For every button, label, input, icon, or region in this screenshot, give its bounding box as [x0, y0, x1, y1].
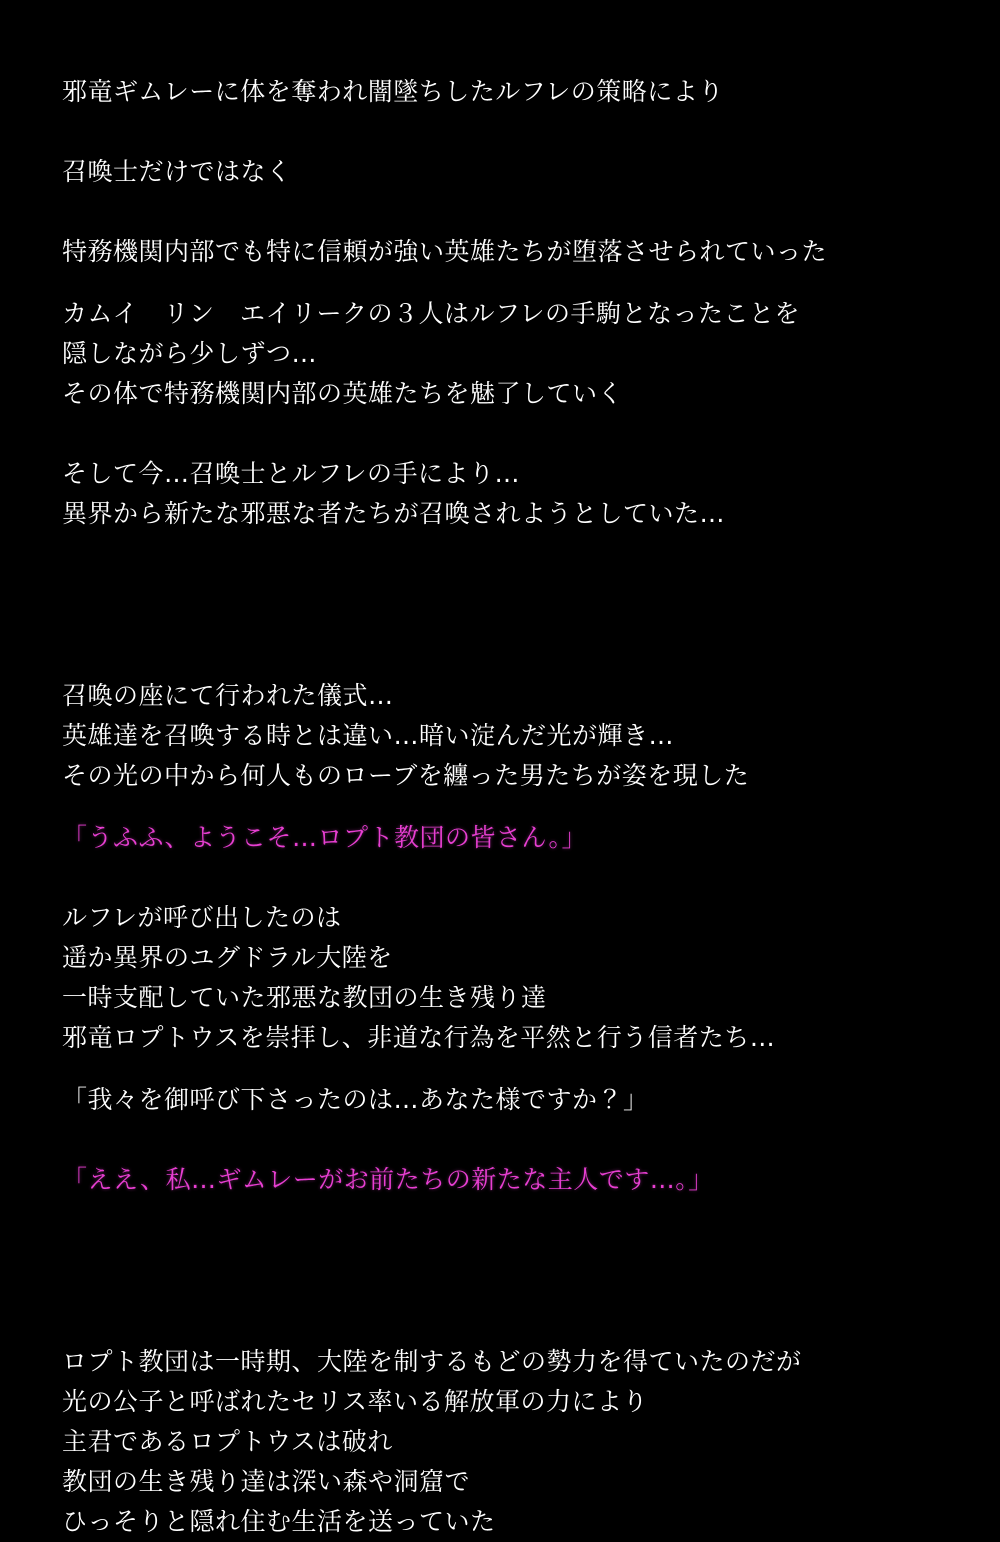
story-line: ルフレが呼び出したのは	[62, 903, 342, 932]
text-block-ritual	[62, 676, 940, 796]
story-line: 教団の生き残り達は深い森や洞窟で	[62, 1467, 471, 1496]
story-line: そして今…召喚士とルフレの手により…	[62, 459, 521, 488]
story-line: ロプト教団は一時期、大陸を制するもどの勢力を得ていたのだが	[62, 1347, 802, 1376]
spacer	[62, 1320, 940, 1342]
spacer	[62, 1058, 940, 1080]
text-block-intro3	[62, 232, 940, 272]
dialogue-line: 「ええ、私…ギムレーがお前たちの新たな主人です…。」	[62, 1165, 714, 1194]
story-line: 召喚士だけではなく	[62, 157, 292, 186]
spacer	[62, 858, 940, 898]
spacer	[62, 796, 940, 818]
text-block-intro2	[62, 152, 940, 192]
story-line: 一時支配していた邪悪な教団の生き残り達	[62, 983, 547, 1012]
story-line: 遥か異界のユグドラル大陸を	[62, 943, 393, 972]
spacer	[62, 272, 940, 294]
dialogue-line: 「うふふ、ようこそ…ロプト教団の皆さん。」	[62, 823, 588, 852]
dialogue-welcome	[62, 818, 940, 858]
story-line: 邪竜ロプトウスを崇拝し、非道な行為を平然と行う信者たち…	[62, 1023, 776, 1052]
story-line: 邪竜ギムレーに体を奪われ闇墜ちしたルフレの策略により	[62, 77, 724, 106]
story-line: その体で特務機関内部の英雄たちを魅了していく	[62, 379, 624, 408]
text-block-summoned-who	[62, 898, 940, 1058]
story-line: カムイ リン エイリークの３人はルフレの手駒となったことを	[62, 299, 801, 328]
story-line: 英雄達を召喚する時とは違い…暗い淀んだ光が輝き…	[62, 721, 675, 750]
story-line: 特務機関内部でも特に信頼が強い英雄たちが堕落させられていった	[62, 237, 828, 266]
story-line: ひっそりと隠れ住む生活を送っていた	[62, 1507, 496, 1536]
story-line: 召喚の座にて行われた儀式…	[62, 681, 394, 710]
text-block-now	[62, 454, 940, 534]
dialogue-question	[62, 1080, 940, 1120]
dialogue-master	[62, 1160, 940, 1200]
story-line: 主君であるロプトウスは破れ	[62, 1427, 393, 1456]
dialogue-line: 「我々を御呼び下さったのは…あなた様ですか？」	[62, 1085, 649, 1114]
spacer	[62, 654, 940, 676]
spacer	[62, 534, 940, 654]
spacer	[62, 112, 940, 152]
spacer	[62, 414, 940, 454]
text-block-intro	[62, 72, 940, 112]
text-block-three-heroes	[62, 294, 940, 414]
story-line: その光の中から何人ものローブを纏った男たちが姿を現した	[62, 761, 750, 790]
text-block-history	[62, 1342, 940, 1542]
story-line: 光の公子と呼ばれたセリス率いる解放軍の力により	[62, 1387, 649, 1416]
story-line: 隠しながら少しずつ…	[62, 339, 318, 368]
spacer	[62, 192, 940, 232]
spacer	[62, 1200, 940, 1320]
spacer	[62, 1120, 940, 1160]
story-line: 異界から新たな邪悪な者たちが召喚されようとしていた…	[62, 499, 726, 528]
